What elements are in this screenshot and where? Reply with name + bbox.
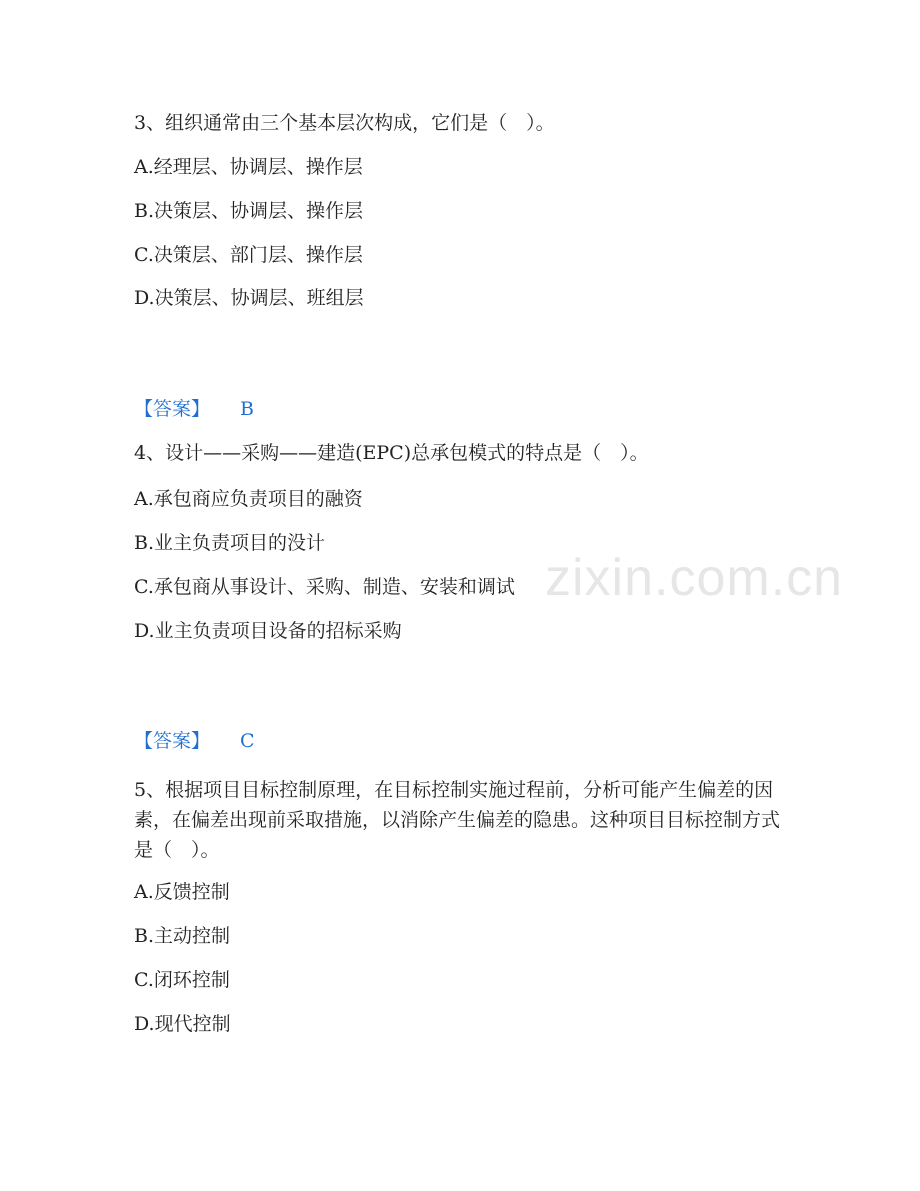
question-5-stem: 5、根据项目目标控制原理，在目标控制实施过程前，分析可能产生偏差的因素，在偏差出现前采取措施，以消除产生偏差的隐患。这种项目目标控制方式是（ ）。	[134, 779, 781, 861]
question-3-stem: 3、组织通常由三个基本层次构成，它们是（ ）。	[134, 112, 555, 134]
answer-label: 【答案】	[134, 398, 211, 420]
answer-value: B	[240, 398, 254, 420]
question-4-option-d: D.业主负责项目设备的招标采购	[134, 620, 402, 642]
question-4-option-b: B.业主负责项目的没计	[134, 532, 326, 554]
question-3-option-a: A.经理层、协调层、操作层	[134, 156, 363, 178]
question-5-option-c: C.闭环控制	[134, 969, 230, 991]
question-3-option-d: D.决策层、协调层、班组层	[134, 287, 364, 309]
question-3-option-b: B.决策层、协调层、操作层	[134, 200, 364, 222]
question-4-answer	[134, 730, 255, 752]
question-5-option-d: D.现代控制	[134, 1013, 231, 1035]
question-5-option-b: B.主动控制	[134, 925, 231, 947]
question-3-answer	[134, 398, 254, 420]
question-4-option-a: A.承包商应负责项目的融资	[134, 488, 363, 510]
watermark-text: zixin.com.cn	[545, 549, 844, 607]
question-4-stem: 4、设计——采购——建造(EPC)总承包模式的特点是（ ）。	[134, 442, 649, 464]
answer-label: 【答案】	[134, 730, 211, 752]
question-5-option-a: A.反馈控制	[134, 881, 230, 903]
question-3-option-c: C.决策层、部门层、操作层	[134, 244, 363, 266]
answer-value: C	[240, 730, 255, 752]
question-4-option-c: C.承包商从事设计、采购、制造、安装和调试	[134, 576, 515, 598]
